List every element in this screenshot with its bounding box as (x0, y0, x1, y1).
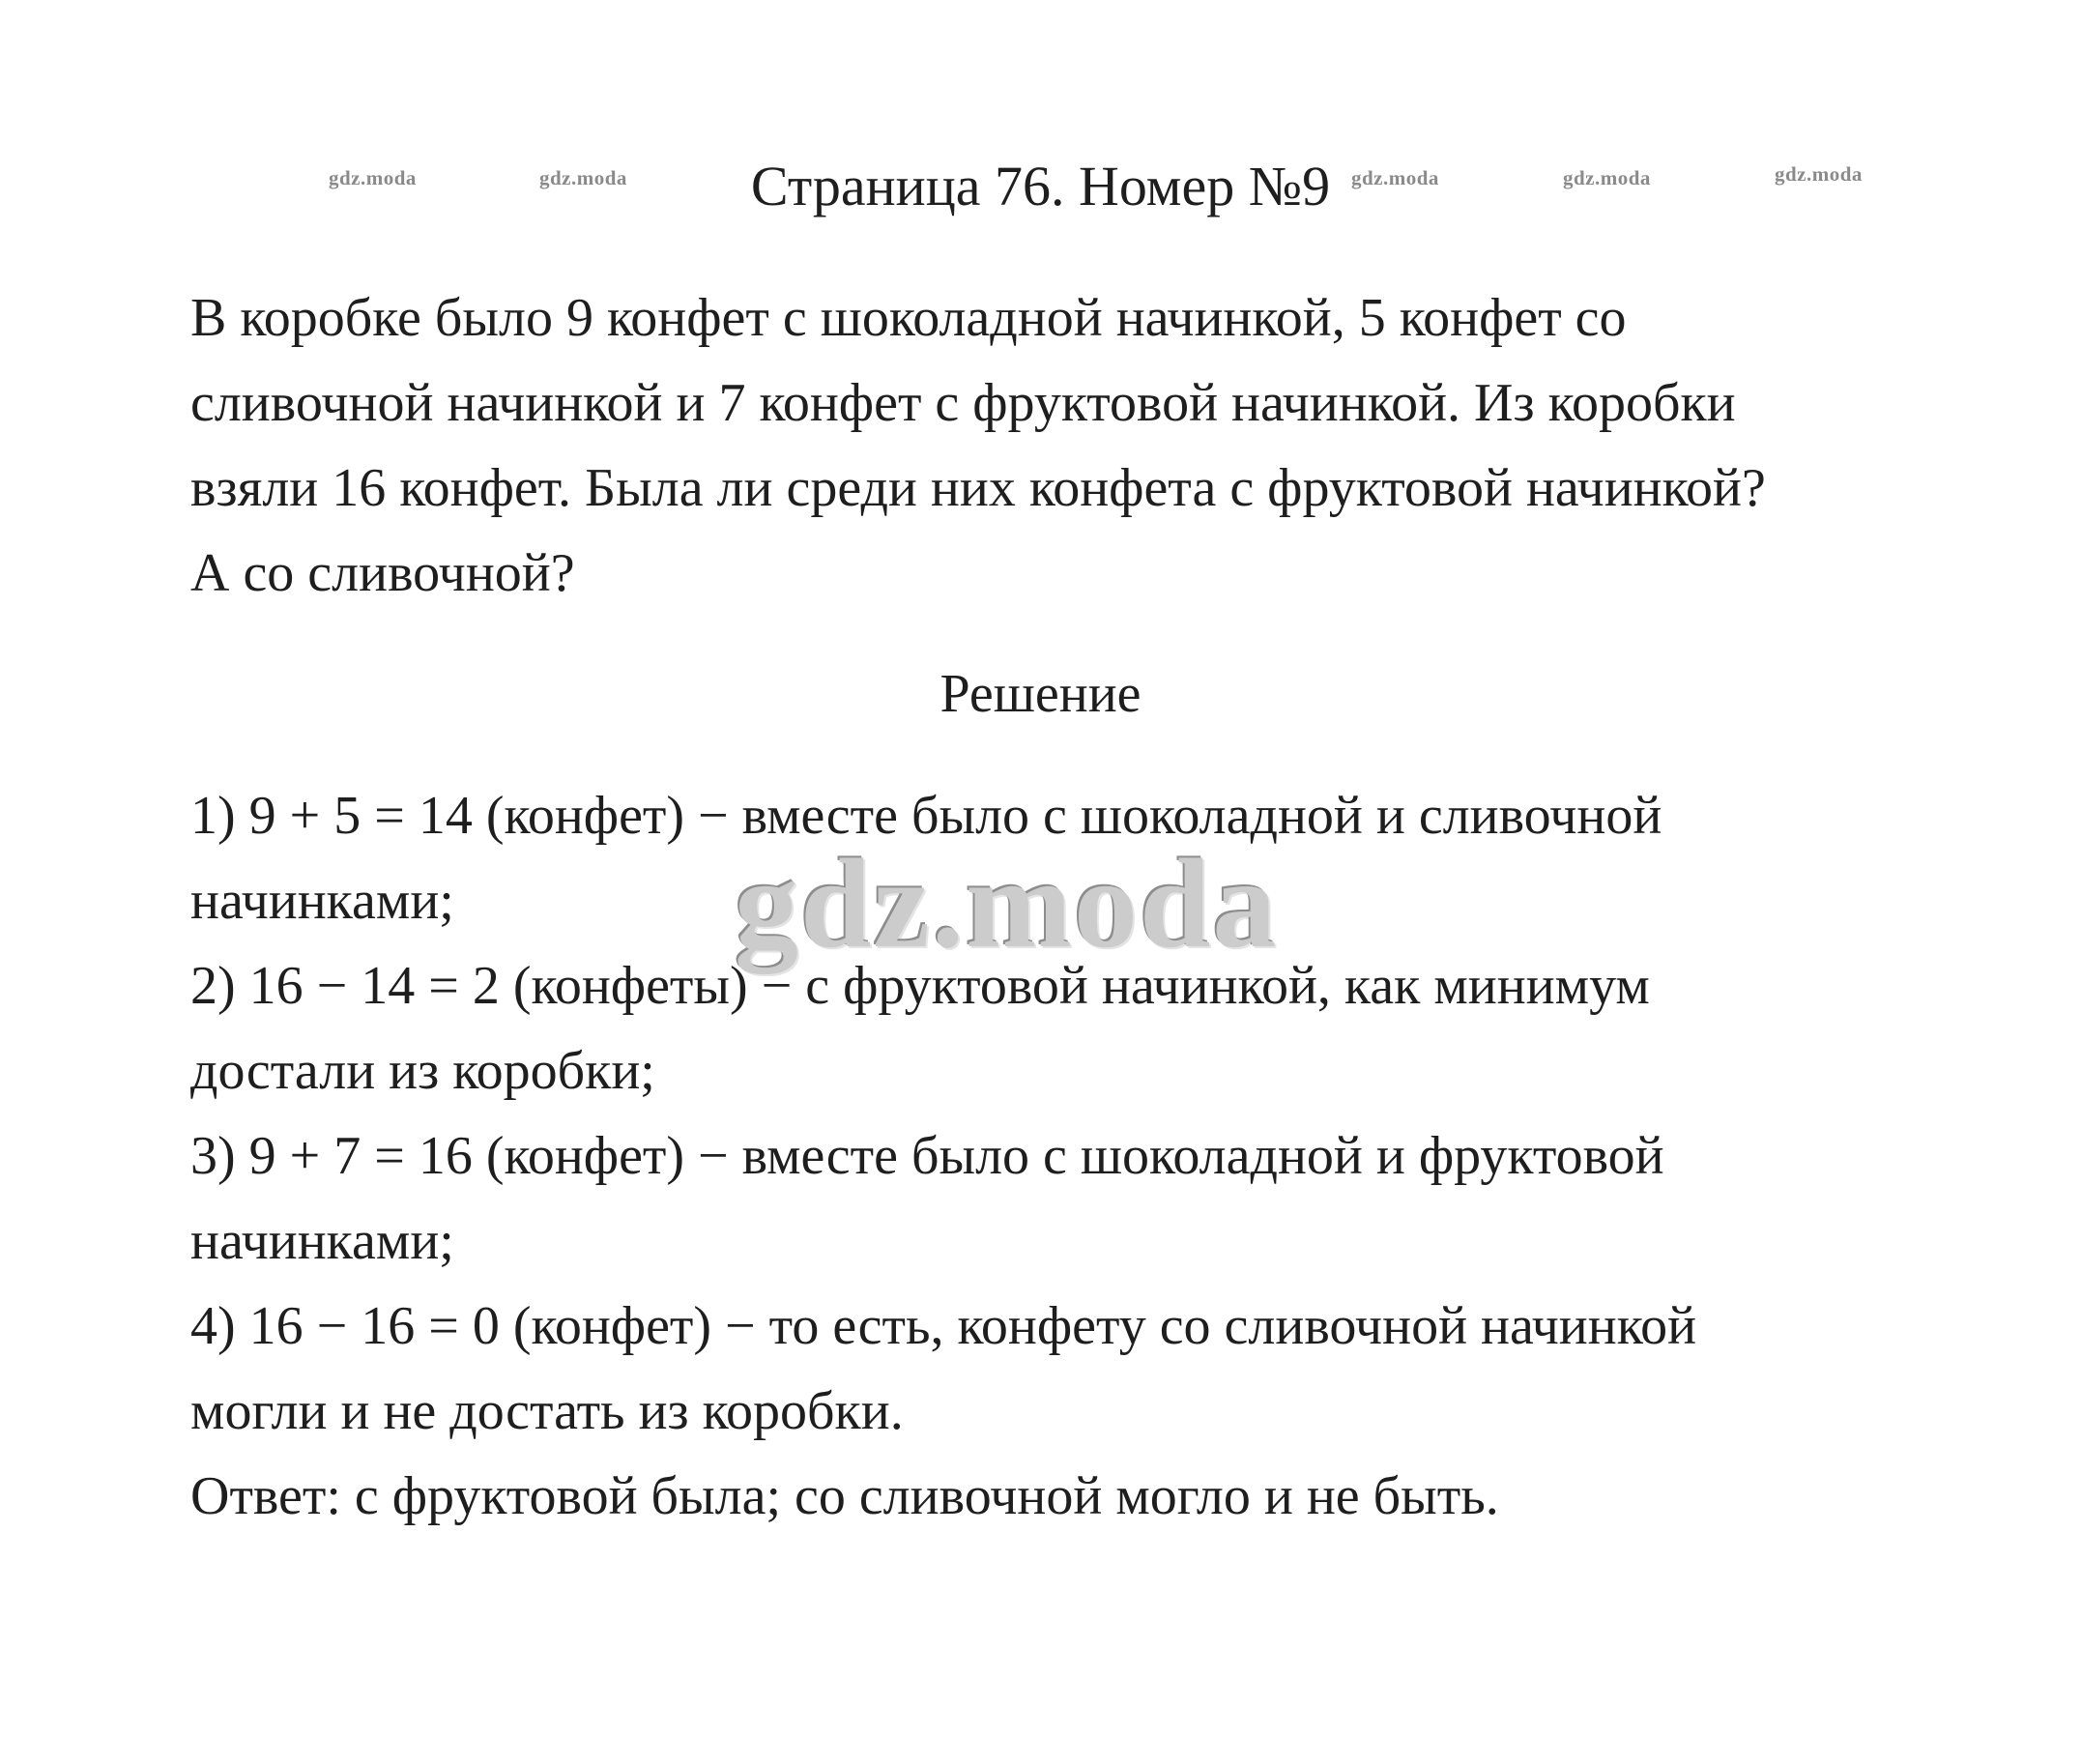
step-line: 2) 16 − 14 = 2 (конфеты) − с фруктовой начинкой, как минимум (190, 956, 1650, 1016)
step-line: начинками; (190, 871, 454, 931)
page-title: Страница 76. Номер №9 (750, 155, 1331, 217)
problem-line: взяли 16 конфет. Была ли среди них конфета с фруктовой начинкой? (190, 458, 1766, 518)
watermark-small-5: gdz.moda (1775, 162, 1863, 186)
problem-line: А со сливочной? (190, 543, 575, 603)
answer-line: Ответ: с фруктовой была; со сливочной могло и не быть. (190, 1466, 1499, 1526)
problem-text (190, 275, 1930, 616)
step-line: могли и не достать из коробки. (190, 1381, 904, 1441)
step-line: достали из коробки; (190, 1041, 655, 1101)
watermark-large: gdz.moda (735, 832, 1279, 974)
watermark-small-1: gdz.moda (329, 166, 417, 189)
solution-heading: Решение (939, 664, 1142, 724)
step-line: 4) 16 − 16 = 0 (конфет) − то есть, конфету со сливочной начинкой (190, 1296, 1697, 1356)
watermark-small-4: gdz.moda (1563, 166, 1651, 189)
step-line: начинками; (190, 1211, 454, 1271)
problem-line: В коробке было 9 конфет с шоколадной начинкой, 5 конфет со (190, 288, 1627, 348)
step-line: 3) 9 + 7 = 16 (конфет) − вместе было с шоколадной и фруктовой (190, 1126, 1664, 1186)
watermark-small-2: gdz.moda (539, 166, 627, 189)
step-line: 1) 9 + 5 = 14 (конфет) − вместе было с шоколадной и сливочной (190, 786, 1662, 846)
problem-line: сливочной начинкой и 7 конфет с фруктовой начинкой. Из коробки (190, 373, 1736, 433)
watermark-small-3: gdz.moda (1351, 166, 1439, 189)
